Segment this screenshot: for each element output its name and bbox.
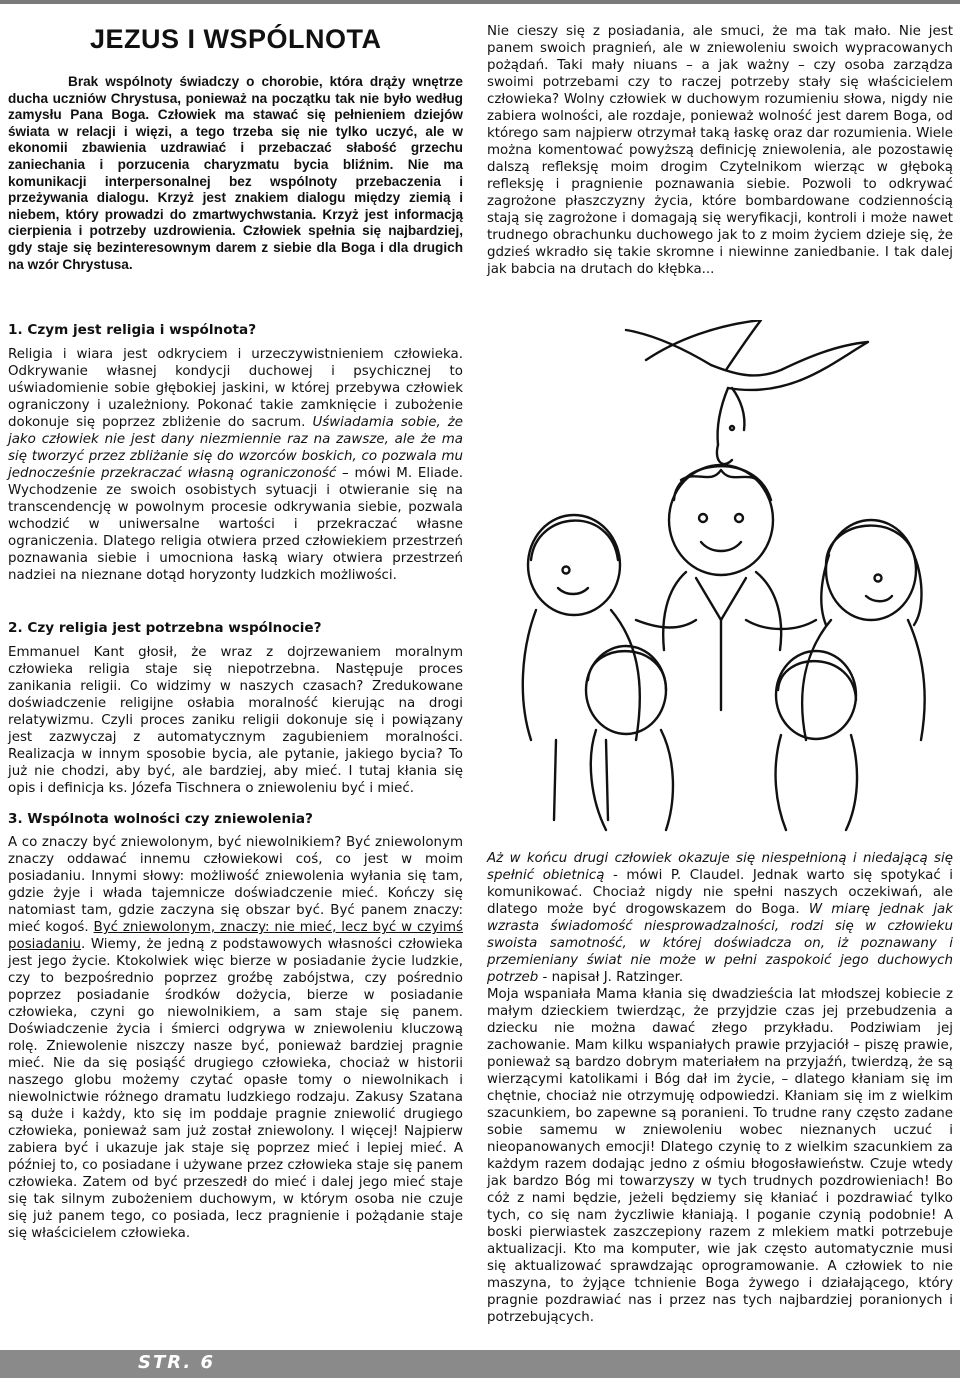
section-3 <box>8 811 463 1242</box>
page-number: STR. 6 <box>138 1352 216 1373</box>
page-footer <box>0 1350 960 1378</box>
right-top-block <box>487 23 953 278</box>
right-bottom-block <box>487 850 953 1326</box>
section-2-heading: 2. Czy religia jest potrzebna wspólnocie? <box>8 620 322 636</box>
ratzinger-quote: W miarę jednak jak wzrasta świadomość niesprowadzalności, rodzi się w człowieku swoista samotność, w której doświadcza on, iż poznawany i przemieniany świat nie może w pełni zaspokoić jego duchowych potrzeb <box>487 902 954 985</box>
section-3-text-a: A co znaczy być zniewolonym, być niewolnikiem? Być zniewolonym znaczy oddawać innemu człowiekowi coś, co jest w moim posiadaniu. Innymi słowy: możliwość zniewolenia wyłania się tam, gdzie żyje i włada tajemnicze doświadczenie mieć. Kończy się natomiast tam, gdzie zaczyna się obszar być. Być panem znaczy: mieć kogoś. <box>8 835 463 935</box>
top-border <box>0 0 960 4</box>
right-top-text: Nie cieszy się z posiadania, ale smuci, że ma tak mało. Nie jest panem swoich pragnień, ale w zniewoleniu swoich wypracowanych pożądań. Taki mały niuans – a jak ważny – czy osoba zarządza swoimi potrzebami czy to raczej potrzeby stały się właścicielem człowieka? Wolny człowiek w duchowym rozumieniu słowa, nigdy nie zabiera wolności, ale rozdaje, ponieważ wolność jest darem Boga, od którego sam najpierw otrzymał taką łaskę oraz dar rozumienia. Wiele można komentować powyższą definicję zniewolenia, ale pozostawię dalszą refleksję moim drogim Czytelnikom wierząc w głęboką refleksję i pragnienie poznawania siebie. Pozwoli to odkrywać zagrożone płaszczyzny życia, które bombardowane codziennością stają się zagrożone i domagają się weryfikacji, kontroli i może nawet trudnego obrachunku duchowego jak to z moim życiem dzieje się, że gdzieś wkradło się takie skromne i niewinne zaniedbanie. I tak dalej jak babcia na drutach do kłębka... <box>487 24 953 277</box>
page-title: JEZUS I WSPÓLNOTA <box>90 24 382 54</box>
section-2-text: Emmanuel Kant głosił, że wraz z dojrzewaniem moralnym człowieka religia staje się niepotrzebna. Następuje proces zanikania religii. Co widzimy w naszych czasach? Zredukowane doświadczenie religijne osłabia moralność kierując na drogi relatywizmu. Czyli proces zaniku religii dokonuje się i powiązany jest zazwyczaj z automatycznym zagubieniem moralności. Realizacja w innym sposobie bycia, ale pytanie, jakiego bycia? To już nie chodzi, aby być, ale bardziej, aby mieć. I tutaj kłania się opis i definicja ks. Józefa Tischnera o zniewoleniu być i mieć. <box>8 645 463 796</box>
claudel-quote: Aż w końcu drugi człowiek okazuje się niespełnioną i niedającą się spełnić obietnicą <box>487 851 953 883</box>
lead-block <box>8 74 463 273</box>
section-1-heading: 1. Czym jest religia i wspólnota? <box>8 322 257 338</box>
section-3-heading: 3. Wspólnota wolności czy zniewolenia? <box>8 811 313 827</box>
right-bottom-text-c: Moja wspaniała Mama kłania się dwadzieścia lat młodszej kobiecie z małym dzieckiem twierdząc, że przyjdzie czas jej przebudzenia a dziecku nie można dawać złego przykładu. Podziwiam jej zachowanie. Mam kilku wspaniałych prawie przyjaciół – piszę prawie, ponieważ są bardzo dobrym materiałem na przyjaźń, twierdzą, że są wierzącymi katolikami i Bóg dał im życie, – dlatego kłaniam się im chętnie, chociaż nie otrzymuję odpowiedzi. Kłaniam się im z wielkim szacunkiem, bo zapewne są poranieni. To trudne rany często zadane sobie samemu w zniewoleniu wobec nieznanych uczuć i nieopanowanych emocji! Dlatego czynię to z wielkim szacunkiem za każdym razem dodając jedno z ośmiu błogosławieństw. Czuje wtedy jak bardzo Bóg mi towarzyszy w tych trudnych pozdrowieniach! Bo cóż z nami będzie, jeżeli będziemy się kłaniać i pozdrawiać tylko tych, co się nam życzliwie kłaniają. I poganie czynią podobnie! A boski pierwiastek zaszczepiony razem z mlekiem matki potrzebuje aktualizacji. Kto ma komputer, wie jak często automatycznie musi się aktualizować sprawdzając oprogramowanie. A człowiek to nie maszyna, to żyjące tchnienie Boga żywego i działającego, który pragnie pozdrawiać nas i przez nas tych najbardziej poranionych i potrzebujących. <box>487 987 953 1325</box>
section-3-text-b: . Wiemy, że jedną z podstawowych własności człowieka jest jego życie. Ktokolwiek więc bierze w posiadanie życie ludzkie, czy to bezpośrednio poprzez groźbę zabójstwa, czy pośrednio poprzez posiadanie środków dożycia, bierze w posiadanie człowieka, czyni go niewolnikiem, a sam staje się panem. Doświadczenie życia i śmierci odgrywa w zniewoleniu kluczową rolę. Zniewolenie niszczy nasze być, ponieważ bardziej pragnie mieć. Nie da się posiąść drugiego człowieka, chociaż w historii naszego globu możemy czytać opasłe tomy o niewolnikach i niewolnictwie różnego dramatu ludzkiego rodzaju. Zakusy Szatana są duże i każdy, kto się im poddaje pragnie zniewolić drugiego człowieka, ponieważ sam już został zniewolony. I więcej! Najpierw zabiera być i ukazuje jak staje się poprzez mieć i lepiej mieć. A później to, co posiadane i używane przez człowieka staje się panem człowieka. Zatem od być przeszedł do mieć i dalej jego mieć staje się tak silnym zubożeniem duchowym, w którym osoba nie czuje się już panem tego, co posiada, lecz pragnienie i pożądanie staje się właścicielem człowieka. <box>8 937 463 1241</box>
lead-paragraph: Brak wspólnoty świadczy o chorobie, która drąży wnętrze ducha uczniów Chrystusa, ponieważ na początku tak nie było według zamysłu Pana Boga. Człowiek ma stawać się pełnieniem dziejów świata w relacji i więzi, a tego trzeba się nie tylko uczyć, ale w ekonomii zbawienia uzdrawiać i przebaczać słabość grzechu zaniechania i porzucenia charyzmatu bycia bliźnim. Nie ma komunikacji interpersonalnej bez wspólnoty przebaczenia i przeżywania dialogu. Krzyż jest znakiem dialogu między ziemią i niebem, który prowadzi do zmartwychwstania. Krzyż jest informacją cierpienia i potrzeby uzdrowienia. Człowiek spełnia się najbardziej, gdy staje się bezinteresownym darem z siebie dla Boga i dla drugich na wzór Chrystusa. <box>8 74 463 272</box>
section-1-text-a: Religia i wiara jest odkryciem i urzeczywistnieniem człowieka. Odkrywanie własnej kondycji duchowej i psychicznej to uświadomienie sobie głębokiej jaskini, w której przebywa człowiek ograniczony i uzależniony. Pokonać takie zamknięcie i zubożenie dokonuje się poprzez zbliżenie do sacrum. <box>8 347 463 430</box>
section-1-quote: Uświadamia sobie, że jako człowiek nie jest dany niezmiennie raz na zawsze, ale że ma się tworzyć przez zbliżanie się do wzorców boskich, co pozwala mu jednocześnie przekraczać własną ograniczoność – <box>8 415 464 481</box>
section-3-underlined: Być zniewolonym, znaczy: nie mieć, lecz być w czyimś posiadaniu <box>8 920 463 952</box>
center-child <box>663 465 781 710</box>
section-3-text <box>8 834 463 1242</box>
right-bottom-quote <box>487 850 953 986</box>
section-2 <box>8 620 463 797</box>
section-1 <box>8 322 463 584</box>
children-and-dove-illustration <box>496 320 950 840</box>
section-1-text-b: mówi M. Eliade. Wychodzenie ze swoich osobistych sytuacji i otwieranie się na transcendencję w powolnym procesie odkrywania siebie, pozwala wchodzić w uniwersalne wartości i przekraczać własne ograniczenia. Dlatego religia otwiera przed człowiekiem przestrzeń poznawania siebie i umocniona łaską wiary otwiera przestrzeń nadziei na nieznane dotąd horyzonty ludzkich możliwości. <box>8 466 463 583</box>
right-child <box>802 520 925 740</box>
section-1-text <box>8 346 463 584</box>
right-bottom-text-b: - napisał J. Ratzinger. <box>538 970 684 985</box>
right-bottom-text-a: - mówi P. Claudel. Jednak warto się spotykać i komunikować. Chociaż nigdy nie spełni naszych oczekiwań, ale dlatego może być drogowskazem do Boga. <box>487 868 953 917</box>
left-child <box>523 515 640 820</box>
joined-hands-left <box>636 620 696 628</box>
dove-icon <box>626 320 868 464</box>
